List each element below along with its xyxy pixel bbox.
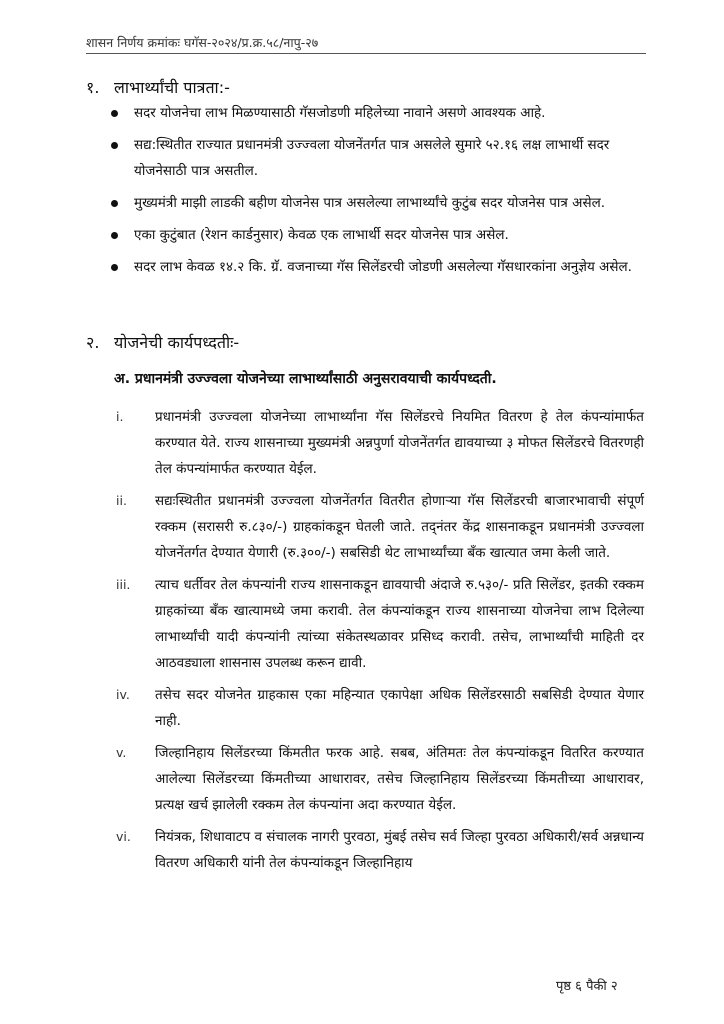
list-item-text: एका कुटुंबात (रेशन कार्डनुसार) केवळ एक लाभार्थी सदर योजनेस पात्र असेल.: [134, 227, 509, 243]
eligibility-list: [108, 100, 638, 286]
section-number: १.: [86, 78, 100, 97]
page-header: शासन निर्णय क्रमांकः घगॅस-२०२४/प्र.क्र.५८/नापु-२७: [86, 35, 319, 50]
item-numeral: iii.: [116, 577, 131, 592]
list-item: [108, 222, 638, 248]
list-item: [108, 488, 644, 566]
item-numeral: v.: [116, 745, 127, 760]
section-title: लाभार्थ्यांची पात्रता:-: [114, 78, 230, 97]
list-item-text: सदर योजनेचा लाभ मिळण्यासाठी गॅसजोडणी महिलेच्या नावाने असणे आवश्यक आहे.: [134, 105, 546, 121]
list-item: [108, 100, 638, 126]
bullet-icon: [111, 110, 118, 117]
list-item: [108, 190, 638, 216]
list-item-text: तसेच सदर योजनेत ग्राहकास एका महिन्यात एकापेक्षा अधिक सिलेंडरसाठी सबसिडी देण्यात येणार नाही.: [155, 687, 644, 729]
bullet-icon: [111, 200, 118, 207]
list-item-text: नियंत्रक, शिधावाटप व संचालक नागरी पुरवठा, मुंबई तसेच सर्व जिल्हा पुरवठा अधिकारी/सर्व अन्नधान्य वितरण अधिकारी यांनी तेल कंपन्यांकडून जिल्हानिहाय: [155, 829, 644, 871]
list-item: [108, 824, 644, 876]
list-item-text: प्रधानमंत्री उज्ज्वला योजनेच्या लाभार्थ्यांना गॅस सिलेंडरचे नियमित वितरण हे तेल कंपन्यांमार्फत करण्यात येते. राज्य शासनाच्या मुख्यमंत्री अन्नपुर्णा योजनेंतर्गत द्यावयाच्या ३ मोफत सिलेंडरचे वितरणही तेल कंपन्यांमार्फत करण्यात येईल.: [155, 409, 644, 477]
page-number: पृष्ठ ६ पैकी २: [556, 979, 618, 994]
list-item: [108, 404, 644, 482]
list-item-text: जिल्हानिहाय सिलेंडरच्या किंमतीत फरक आहे. सबब, अंतिमतः तेल कंपन्यांकडून वितरित करण्यात आलेल्या सिलेंडरच्या किंमतीच्या आधारावर, तसेच जिल्हानिहाय सिलेंडरच्या किंमतीच्या आधारावर, प्रत्यक्ष खर्च झालेली रक्कम तेल कंपन्यांना अदा करण्यात येईल.: [155, 745, 644, 813]
item-numeral: i.: [116, 409, 124, 424]
list-item-text: त्याच धर्तीवर तेल कंपन्यांनी राज्य शासनाकडून द्यावयाची अंदाजे रु.५३०/- प्रति सिलेंडर, इतकी रक्कम ग्राहकांच्या बँक खात्यामध्ये जमा करावी. तेल कंपन्यांकडून राज्य शासनाच्या योजनेचा लाभ दिलेल्या लाभार्थ्यांची यादी कंपन्यांनी त्यांच्या संकेतस्थळावर प्रसिध्द करावी. तसेच, लाभार्थ्यांची माहिती दर आठवड्याला शासनास उपलब्ध करून द्यावी.: [155, 577, 644, 671]
section-2-heading: [86, 331, 239, 353]
bullet-icon: [111, 142, 118, 149]
list-item: [108, 254, 638, 280]
item-numeral: iv.: [116, 687, 130, 702]
item-numeral: vi.: [116, 829, 131, 844]
list-item-text: सद्य:स्थितीत राज्यात प्रधानमंत्री उज्ज्वला योजनेंतर्गत पात्र असलेले सुमारे ५२.१६ लक्ष लाभार्थी सदर योजनेसाठी पात्र असतील.: [134, 137, 610, 179]
list-item: [108, 132, 638, 184]
procedure-list: [108, 404, 644, 882]
item-numeral: ii.: [116, 493, 127, 508]
bullet-icon: [111, 264, 118, 271]
list-item-text: मुख्यमंत्री माझी लाडकी बहीण योजनेस पात्र असलेल्या लाभार्थ्यांचे कुटुंब सदर योजनेस पात्र असेल.: [134, 195, 606, 211]
header-divider: [86, 53, 646, 54]
section-1-heading: [86, 76, 230, 98]
procedure-subheading: अ. प्रधानमंत्री उज्ज्वला योजनेच्या लाभार्थ्यांसाठी अनुसरावयाची कार्यपध्दती.: [114, 371, 497, 387]
section-title: योजनेची कार्यपध्दतीः-: [114, 333, 240, 352]
list-item-text: सदर लाभ केवळ १४.२ कि. ग्रॅ. वजनाच्या गॅस सिलेंडरची जोडणी असलेल्या गॅसधारकांना अनुज्ञेय असेल.: [134, 259, 632, 275]
list-item: [108, 572, 644, 676]
section-number: २.: [86, 333, 100, 352]
list-item-text: सद्यःस्थितीत प्रधानमंत्री उज्ज्वला योजनेंतर्गत वितरीत होणाऱ्या गॅस सिलेंडरची बाजारभावाची संपूर्ण रक्कम (सरासरी रु.८३०/-) ग्राहकांकडून घेतली जाते. तद्नंतर केंद्र शासनाकडून प्रधानमंत्री उज्ज्वला योजनेंतर्गत देण्यात येणारी (रु.३००/-) सबसिडी थेट लाभार्थ्यांच्या बँक खात्यात जमा केली जाते.: [155, 493, 644, 561]
bullet-icon: [111, 232, 118, 239]
list-item: [108, 682, 644, 734]
list-item: [108, 740, 644, 818]
